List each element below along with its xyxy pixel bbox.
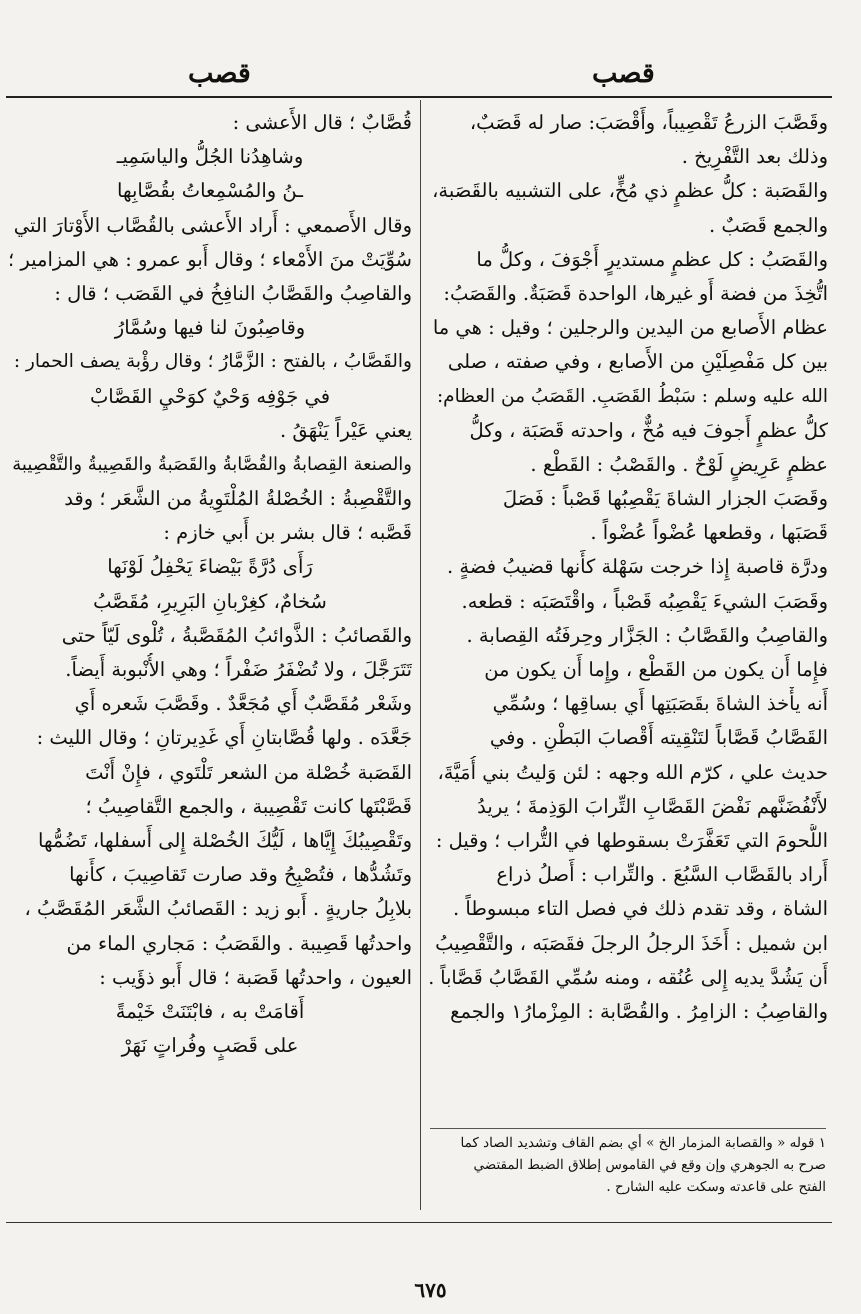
text-line: وقال الأَصمعي : أَراد الأَعشى بالقُصَّاب الأَوْتارَ التي [13,213,412,237]
text-line: الله عليه وسلم : سَبْطُ القَصَبِ. القَصَبُ من العظام: [436,385,828,407]
text-line: قَصَّبْتَها كانت تَقْصِيبة ، والجمع التَّقاصِيبُ ؛ [85,794,412,818]
footer-rule [6,1222,832,1223]
text-line: والقاصِبُ : الزامِرُ . والقُصَّابة : المِزْمارُ١ والجمع [450,999,828,1023]
text-line: لأَنْفُضَنَّهم نَفْضَ القَصَّابِ التِّرابَ الوَذِمةَ ؛ يريدُ [477,794,828,818]
text-line: والتَّقْصِبةُ : الخُصْلةُ المُلْتَوِيةُ من الشَّعَر ؛ وقد [64,487,412,511]
text-line: العيون ، واحدتُها قَصَبة ؛ قال أَبو ذؤَيب : [99,965,412,989]
verse-line: أَقامَتْ به ، فابْتَنَتْ خَيْمةً [115,999,305,1023]
text-line: والقَصَّابُ ، بالفتح : الزَّمَّارُ ؛ وقال رؤْبة يصف الحمار : [13,351,412,373]
text-line: أَن يَشُدَّ يديه إِلى عُنُقه ، ومنه سُمِّي القَصَّابُ قَصَّاباً . [428,966,828,989]
text-line: القَصَّابُ قَصَّاباً لتَنْقِيته أَقْصابَ البَطْنِ . وفي [489,726,828,750]
text-line: وذلك بعد التَّفْرِيخ . [681,145,828,169]
text-line: قُصَّابٌ ؛ قال الأَعشى : [232,111,412,134]
text-line: قَصَّبه ؛ قال بشر بن أَبي خازم : [163,521,412,545]
text-line: والقاصِبُ والقَصَّابُ : الجَزَّار وحِرفَتُه القِصابة . [466,623,828,647]
page-number: ٦٧٥ [414,1278,447,1302]
text-line: وقَصَبَ الجزار الشاةَ يَقْصِبُها قَصْباً : فَصَلَ [502,487,828,511]
verse-line: وشاهِدُنا الجُلُّ والياسَمِيـ [116,145,304,169]
verse-line: رَأَى دُرَّةً بَيْضاءَ يَحْفِلُ لَوْنَها [107,555,313,579]
text-line: حديث علي ، كرّم الله وجهه : لئن وَليتُ بني أُمَيَّةَ، [437,760,828,784]
text-line: ودرَّة قاصبة إِذا خرجت سَهْلة كأَنها قضيبُ فضةٍ . [447,555,828,579]
text-line: وتَشُدُّها ، فتُصْبِحُ وقد صارت تَقاصِيبَ ، كأَنها [69,863,412,887]
text-line: بلابِلُ جاريةٍ . أَبو زيد : القَصائبُ الشَّعَر المُقَصَّبُ ، [24,897,412,921]
footnote-rule [430,1128,826,1129]
text-line: ابن شميل : أَخَذَ الرجلُ الرجلَ فقَصَبَه ، والتَّقْصِيبُ [435,931,828,955]
text-line: فإِما أَن يكون من القَطْع ، وإِما أَن يكون من [484,658,828,681]
text-line: واحدتُها قَصِيبة . والقَصَبُ : مَجاري الماء من [66,931,412,955]
text-line: الشاة ، وقد تقدم ذلك في فصل التاء مبسوطاً . [452,897,828,921]
text-line: والقَصائبُ : الذَّوائبُ المُقَصَّبةُ ، تُلْوى لَيّاً حتى [61,623,412,647]
text-line: والجمع قَصَبٌ . [709,213,828,237]
verse-line: ـنُ والمُسْمِعاتُ بقُصَّابِها [117,179,303,203]
text-line: والصنعة القِصابةُ والقُصَّابةُ والقَصَبةُ والقَصِيبةُ والتَّقْصِيبة [12,453,412,475]
text-line: وتَقْصِيبُكَ إِيَّاها ، لَيُّكَ الخُصْلة إِلى أَسفلها، تَضُمُّها [38,828,412,852]
text-line: والقَصَبُ : كل عظمٍ مستديرٍ أَجْوَفَ ، وكلُّ ما [476,247,828,271]
verse-line: سُخامٌ، كغِرْبانِ البَرِيرِ، مُقَصَّبُ [93,589,327,613]
text-line: عظمٍ عَرِيضٍ لَوْحٌ . والقَصْبُ : القَطْع . [530,452,828,476]
verse-line: على قَصَبٍ وفُراتٍ نَهَرْ [121,1034,299,1058]
text-line: بين كل مَفْصِلَيْنِ من الأَصابع ، وفي صفته ، صلى [447,350,828,374]
text-line: والقَصَبة : كلُّ عظمٍ ذي مُخٍّ، على التشبيه بالقَصَبة، [432,179,828,203]
footnote [430,1132,826,1198]
verse-line: في جَوْفِه وَحْيٌ كوَحْيِ القَصَّابْ [89,384,331,408]
running-header-right: قصب [592,58,655,89]
text-line: والقاصِبُ والقَصَّابُ النافِخُ في القَصَب ؛ قال : [54,281,412,305]
verse-line: وقاصِبُونَ لنا فيها وسُمَّارُ [114,316,306,340]
text-line: اللُّحومَ التي تَعَفَّرَتْ بسقوطها في التُّراب ؛ وقيل : [435,828,828,852]
text-line: سُوِّيَتْ منَ الأَمْعاء ؛ وقال أَبو عمرو : هي المزامير ؛ [8,247,412,271]
text-line: يعني عَيْراً يَنْهَقُ . [279,418,412,442]
header-rule [6,96,832,98]
text-line: قَصَبَها ، وقطعها عُضْواً عُضْواً . [590,521,828,545]
text-line: اتُّخِذَ من فضة أَو غيرها، الواحدة قَصَبَةٌ. والقَصَبُ: [443,281,828,305]
text-line: جَعَّدَه . ولها قُصَّابتانِ أَي غَدِيرتانِ ؛ وقال الليث : [36,726,412,750]
text-line: وشَعْر مُقَصَّبٌ أَي مُجَعَّدٌ . وقَصَّبَ شَعره أَي [74,692,412,716]
text-line: أَراد بالقَصَّاب السَّبُعَ . والتِّراب : أَصلُ ذراع [496,863,828,887]
footnote-line: ١ قوله « والقصابة المزمار الخ » أي بضم القاف وتشديد الصاد كما [460,1135,826,1151]
text-line: تَتَرَجَّلَ ، ولا تُضْفَرُ ضَفْراً ؛ وهي الأُنْبوبة أَيضاً. [65,658,412,681]
footnote-line: صرح به الجوهري وإن وقع في القاموس إطلاق الضبط المقتضي [473,1157,826,1173]
text-line: القَصَبة خُصْلة من الشعر تَلْتَوي ، فإِنْ أَنْتَ [85,760,412,784]
running-header-left: قصب [188,58,251,89]
text-line: عظام الأَصابع من اليدين والرجلين ؛ وقيل : هي ما [432,316,828,340]
text-line: كلُّ عظمٍ أَجوفَ فيه مُخٌّ ، واحدته قَصَبَة ، وكلُّ [469,418,828,442]
text-line: وقَصَّبَ الزرعُ تَقْصِيباً، وأَقْصَبَ: صار له قَصَبٌ، [469,111,828,134]
text-line: وقَصَبَ الشيءَ يَقْصِبُه قَصْباً ، واقْتَصَبَه : قطعه. [461,589,828,613]
right-column [428,106,828,1029]
text-line: أَنه يأْخذ الشاةَ بقَصَبَتِها أَي بساقِها ؛ وسُمِّي [492,692,828,716]
footnote-line: الفتح على قاعدته وسكت عليه الشارح . [606,1179,826,1195]
column-divider [420,100,421,1210]
left-column [8,106,412,1063]
